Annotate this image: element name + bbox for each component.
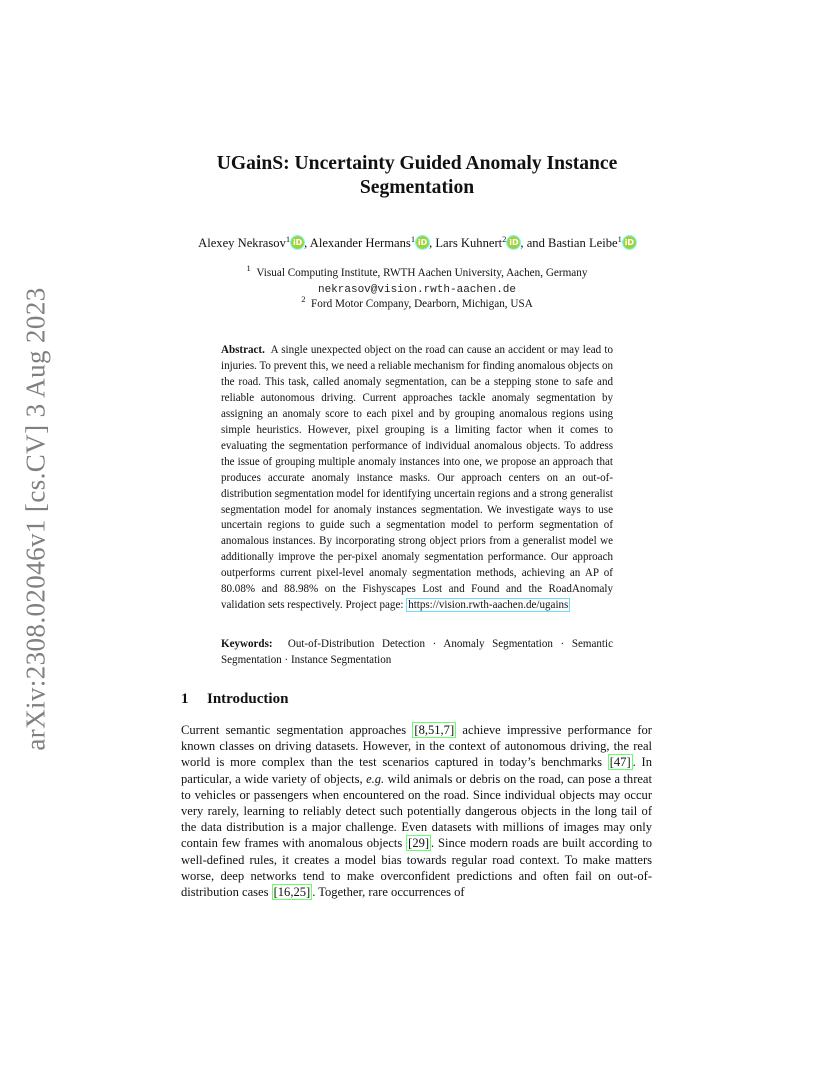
author-email-line [150, 282, 684, 297]
abstract [221, 343, 613, 614]
affiliation-sup: 2 [301, 294, 306, 304]
author-list [150, 234, 684, 252]
author-affil-sup: 1 [410, 234, 416, 244]
title-line-1: UGainS: Uncertainty Guided Anomaly Instance [216, 153, 618, 174]
affiliation-1 [150, 263, 684, 280]
intro-text: Current semantic segmentation approaches [181, 723, 413, 737]
title-line-2: Segmentation [359, 177, 475, 198]
orcid-icon[interactable]: iD [624, 238, 635, 247]
paper-title [180, 152, 654, 200]
citation-link[interactable]: [47] [609, 755, 631, 770]
author-affil-sup: 2 [502, 234, 507, 244]
intro-text: wild animals or debris on the road, can pose a threat to vehicles or passengers when encountered on the road. Since individual objects may occur very rarely, learning to reliably detect such potentially dangerous objects in the long tail of the data distribution is a major challenge. Even datasets with millions of images may only contain few frames with anomalous objects [181, 771, 652, 851]
keywords-label: Keywords: [221, 638, 273, 650]
arxiv-sidebar-stamp [14, 288, 58, 750]
citation-link[interactable]: [16,25] [273, 885, 311, 900]
intro-text: . Together, rare occurrences of [312, 885, 465, 900]
author-name: Bastian Leibe [548, 236, 618, 250]
section-number: 1 [181, 691, 189, 707]
affiliation-text: Ford Motor Company, Dearborn, Michigan, USA [311, 298, 533, 310]
project-page-link[interactable]: https://vision.rwth-aachen.de/ugains [408, 599, 569, 612]
orcid-icon[interactable]: iD [509, 238, 519, 247]
intro-emphasis: e.g. [366, 771, 385, 786]
author-separator: , [429, 236, 436, 250]
abstract-text: A single unexpected object on the road can cause an accident or may lead to injuries. To prevent this, we need a reliable mechanism for finding anomalous objects on the road. This task, called anomaly segmentation, can be a stepping stone to safe and reliable autonomous driving. Current approaches tackle anomaly segmentation by assigning an anomaly score to each pixel and by grouping anomalous regions using simple heuristics. However, pixel grouping is a limiting factor when it comes to evaluating the segmentation performance of individual anomalous objects. To address the issue of grouping multiple anomaly instances into one, we propose an approach that produces accurate anomaly instance masks. Our approach centers on an out-of-distribution segmentation model for identifying uncertain regions and a strong generalist segmentation model for anomaly instances segmentation. We investigate ways to use uncertain regions to guide such a segmentation model to perform segmentation of anomalous instances. By incorporating strong object priors from a generalist model we additionally improve the per-pixel anomaly segmentation performance. Our approach outperforms current pixel-level anomaly segmentation methods, achieving an AP of 80.08% and 88.98% on the Fishyscapes Lost and Found and the RoadAnomaly validation sets respectively. Project page: [221, 344, 614, 612]
intro-text: . In particular, a wide variety of objects, [181, 755, 652, 786]
intro-text: . Since modern roads are built according to well-defined rules, it creates a model bias towards regular road context. To make matters worse, deep networks tend to make overconfident predictions and often fail on out-of-distribution cases [181, 836, 652, 900]
keywords [221, 637, 613, 669]
citation-link[interactable]: [29] [408, 836, 430, 851]
orcid-icon[interactable]: iD [417, 238, 428, 247]
keywords-text: Out-of-Distribution Detection · Anomaly Segmentation · Semantic Segmentation · Instance Segmentation [221, 638, 613, 666]
affiliation-2 [150, 294, 684, 311]
author-name: Lars Kuhnert [435, 236, 503, 250]
intro-text: achieve impressive performance for known classes on driving datasets. However, in the context of autonomous driving, the real world is more complex than the test scenarios captured in today’s benchmarks [181, 723, 652, 770]
author-name: Alexander Hermans [309, 236, 411, 250]
arxiv-identifier: arXiv:2308.02046v1 [cs.CV] 3 Aug 2023 [20, 287, 51, 751]
author-affil-sup: 1 [617, 234, 622, 244]
author-email[interactable]: nekrasov@vision.rwth-aachen.de [317, 284, 517, 296]
affiliation-text: Visual Computing Institute, RWTH Aachen University, Aachen, Germany [256, 267, 588, 279]
section-title: Introduction [207, 691, 289, 707]
citation-link[interactable]: [8,51,7] [414, 723, 455, 737]
author-separator: , [304, 236, 310, 250]
author-affil-sup: 1 [285, 234, 291, 244]
orcid-icon[interactable]: iD [292, 238, 303, 247]
affiliation-sup: 1 [246, 263, 251, 273]
author-separator: , and [520, 236, 549, 250]
author-name: Alexey Nekrasov [198, 236, 286, 250]
introduction-paragraph [181, 722, 652, 900]
section-heading [181, 691, 288, 708]
abstract-label: Abstract. [221, 344, 265, 356]
